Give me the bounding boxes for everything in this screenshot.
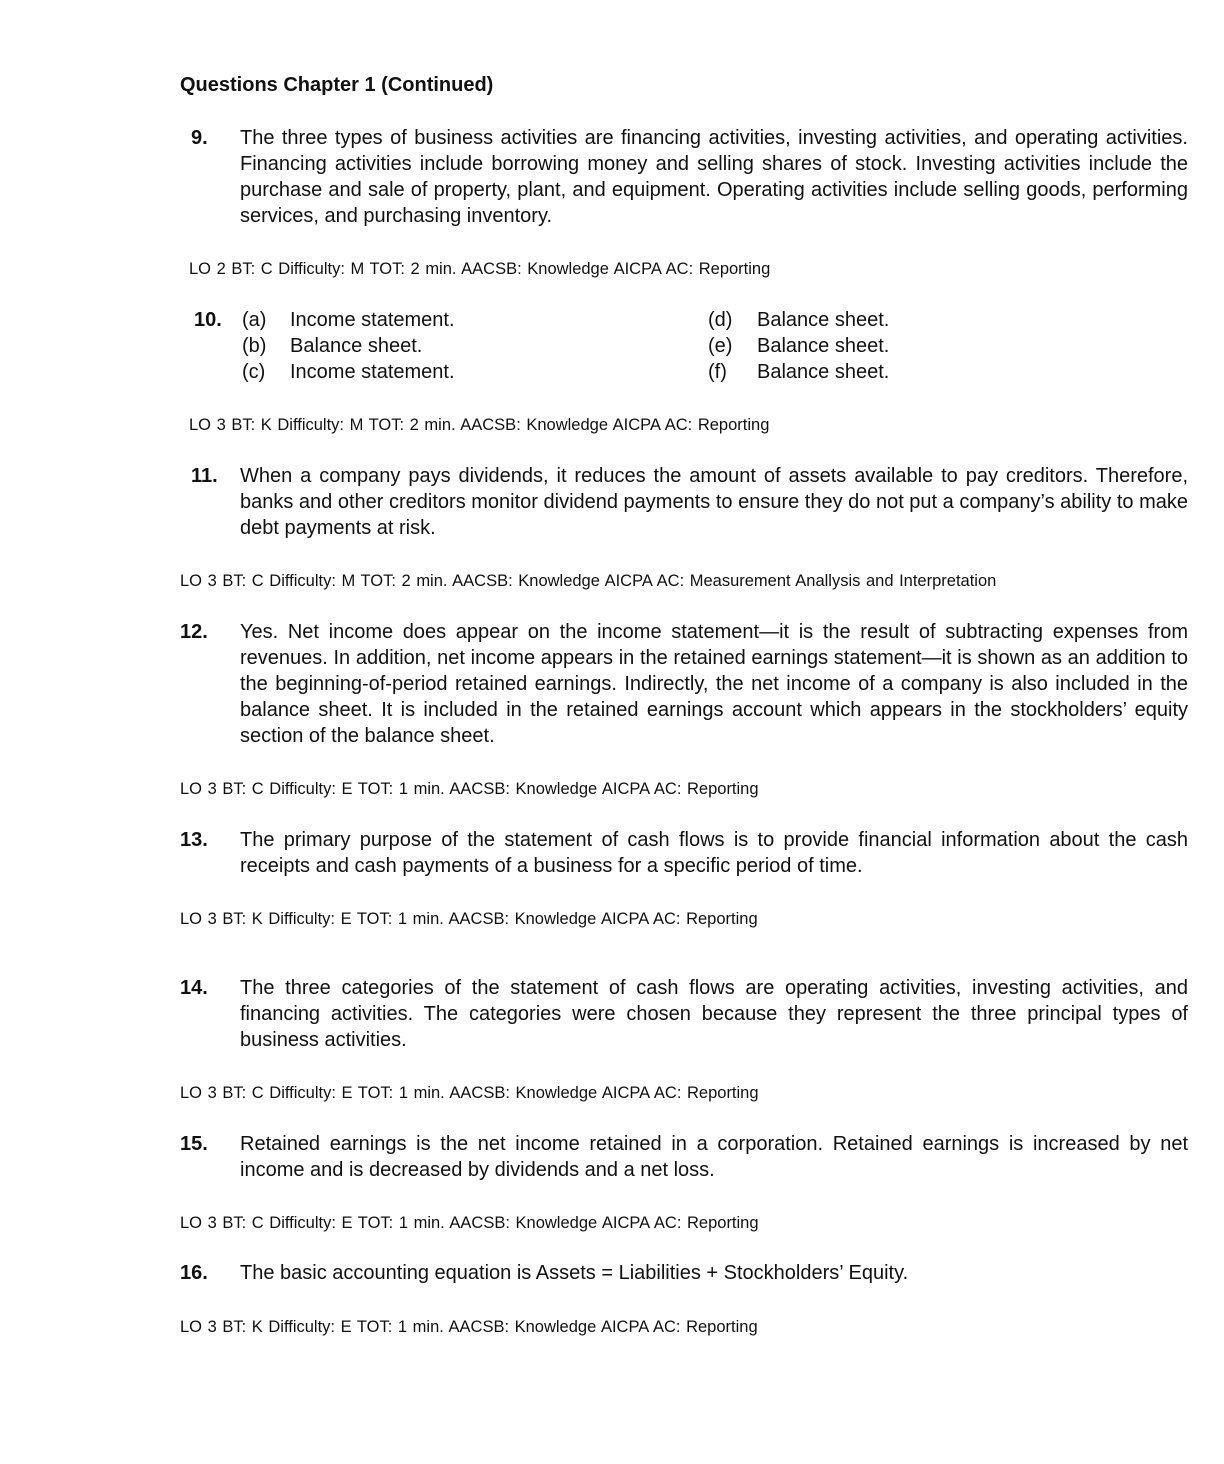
- question-number: 16.: [180, 1262, 208, 1284]
- question-answer: The primary purpose of the statement of cash flows is to provide financial information about the cash receipts and cash payments of a business for a specific period of time.: [240, 829, 1188, 877]
- option-text: Income statement.: [290, 361, 455, 383]
- question-meta: LO 3 BT: K Difficulty: E TOT: 1 min. AACSB: Knowledge AICPA AC: Reporting: [180, 1318, 758, 1336]
- question-meta: LO 3 BT: K Difficulty: M TOT: 2 min. AACSB: Knowledge AICPA AC: Reporting: [189, 416, 770, 434]
- question-answer: When a company pays dividends, it reduces the amount of assets available to pay creditors. Therefore, banks and other creditors monitor dividend payments to ensure they do not put a company’s ability to make debt payments at risk.: [240, 465, 1188, 539]
- question-meta: LO 2 BT: C Difficulty: M TOT: 2 min. AACSB: Knowledge AICPA AC: Reporting: [189, 260, 771, 278]
- option-letter: (e): [708, 335, 733, 357]
- question-meta: LO 3 BT: K Difficulty: E TOT: 1 min. AACSB: Knowledge AICPA AC: Reporting: [180, 910, 758, 928]
- option-text: Balance sheet.: [757, 335, 890, 357]
- option-letter: (c): [242, 361, 266, 383]
- question-answer: The three categories of the statement of cash flows are operating activities, investing activities, and financing activities. The categories were chosen because they represent the three principal types of business activities.: [240, 977, 1188, 1051]
- option-text: Balance sheet.: [290, 335, 423, 357]
- question-meta: LO 3 BT: C Difficulty: E TOT: 1 min. AACSB: Knowledge AICPA AC: Reporting: [180, 780, 759, 798]
- question-meta: LO 3 BT: C Difficulty: E TOT: 1 min. AACSB: Knowledge AICPA AC: Reporting: [180, 1084, 759, 1102]
- question-number: 12.: [180, 621, 208, 643]
- question-meta: LO 3 BT: C Difficulty: M TOT: 2 min. AACSB: Knowledge AICPA AC: Measurement Anallysis and Interpretation: [180, 572, 997, 590]
- question-meta: LO 3 BT: C Difficulty: E TOT: 1 min. AACSB: Knowledge AICPA AC: Reporting: [180, 1214, 759, 1232]
- question-number: 9.: [191, 127, 208, 149]
- option-letter: (f): [708, 361, 727, 383]
- question-answer: Yes. Net income does appear on the income statement—it is the result of subtracting expenses from revenues. In addition, net income appears in the retained earnings statement—it is shown as an addition to the beginning-of-period retained earnings. Indirectly, the net income of a company is also included in the balance sheet. It is included in the retained earnings account which appears in the stockholders’ equity section of the balance sheet.: [240, 621, 1188, 747]
- option-text: Balance sheet.: [757, 361, 890, 383]
- question-number: 11.: [191, 465, 218, 487]
- option-text: Balance sheet.: [757, 309, 890, 331]
- option-letter: (d): [708, 309, 733, 331]
- option-letter: (b): [242, 335, 267, 357]
- question-number: 10.: [194, 309, 222, 331]
- question-number: 14.: [180, 977, 208, 999]
- question-number: 15.: [180, 1133, 208, 1155]
- question-answer: The basic accounting equation is Assets = Liabilities + Stockholders’ Equity.: [240, 1262, 909, 1284]
- question-answer: Retained earnings is the net income retained in a corporation. Retained earnings is increased by net income and is decreased by dividends and a net loss.: [240, 1133, 1188, 1181]
- option-letter: (a): [242, 309, 267, 331]
- option-text: Income statement.: [290, 309, 455, 331]
- page-title: Questions Chapter 1 (Continued): [180, 74, 494, 96]
- question-answer: The three types of business activities are financing activities, investing activities, and operating activities. Financing activities include borrowing money and selling shares of stock. Investing activities include the purchase and sale of property, plant, and equipment. Operating activities include selling goods, performing services, and purchasing inventory.: [240, 127, 1188, 227]
- question-number: 13.: [180, 829, 208, 851]
